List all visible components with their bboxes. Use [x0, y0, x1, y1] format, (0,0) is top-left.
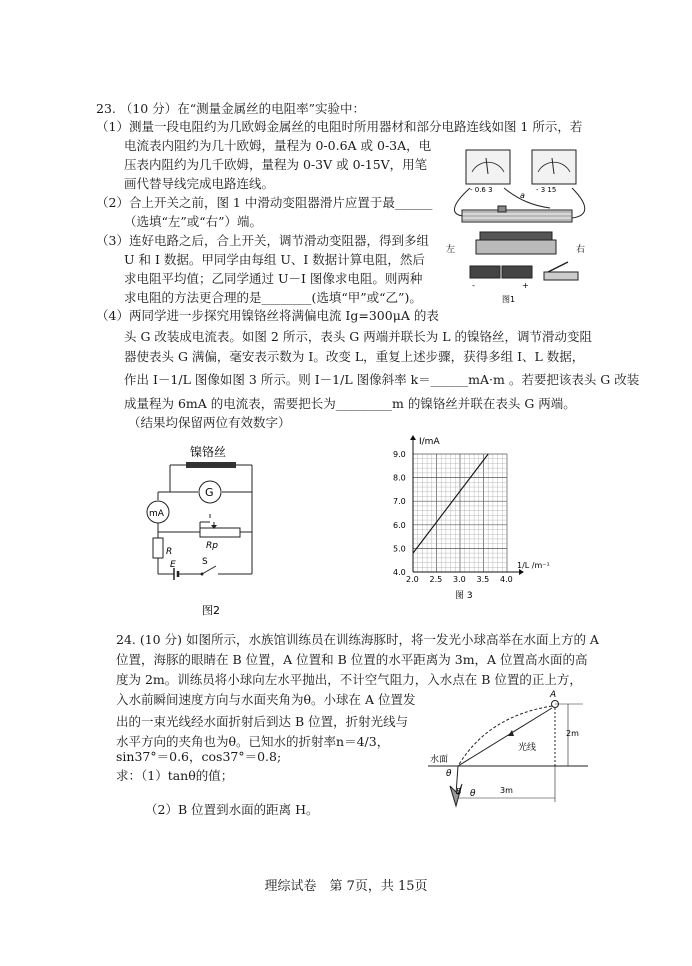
theta-2: θ: [470, 789, 476, 799]
q24-line: 度为 2m。训练员将小球向左水平抛出，不计空气阻力，入水点在 B 位置的正上方，: [116, 672, 582, 687]
svg-text:-: -: [472, 281, 475, 290]
theta-1: θ: [446, 769, 452, 779]
q23-part2-line: （2）合上开关之前，图 1 中滑动变阻器滑片应置于最______: [96, 195, 433, 210]
switch-s-icon: [202, 566, 216, 574]
q23-part1-line: （1）测量一段电阻约为几欧姆金属丝的电阻时所用器材和部分电路连线如图 1 所示，若: [96, 119, 583, 134]
light-label: 光线: [518, 743, 537, 753]
x-tick-label: 2.5: [429, 575, 443, 584]
chart-grid: [413, 454, 507, 572]
figure-1: [440, 146, 590, 309]
ammeter-scale: - 0.6 3: [470, 186, 493, 194]
q24-line: 入水前瞬间速度方向与水面夹角为θ。小球在 A 位置发: [116, 692, 416, 707]
figure-1-caption: 图1: [502, 295, 516, 304]
label-a: A: [550, 690, 557, 700]
r-label: R: [166, 547, 173, 557]
q24-line: 位置，海豚的眼睛在 B 位置，A 位置和 B 位置的水平距离为 3m，A 位置高水面的高: [116, 652, 588, 667]
y-tick-label: 9.0: [393, 450, 406, 459]
q24-line: 出的一束光线经水面折射后到达 B 位置，折射光线与: [116, 714, 409, 729]
milliammeter-label: mA: [149, 509, 164, 519]
q23-part1-line: 画代替导线完成电路连线。: [124, 176, 275, 191]
q24-line: sin37°＝0.6，cos37°＝0.8;: [116, 749, 282, 764]
x-tick-label: 3.5: [476, 575, 490, 584]
q23-part4-line: （结果均保留两位有效数字）: [128, 415, 291, 430]
label-b: B: [456, 787, 462, 796]
galvanometer-label: G: [205, 486, 214, 499]
q23-part3-line: U 和 I 数据。甲同学由每组 U、I 数据计算电阻，然后: [124, 252, 425, 267]
y-tick-label: 6.0: [393, 520, 406, 530]
q23-part2-line: （选填“左”或“右”）端。: [124, 214, 263, 229]
figure-dolphin: [428, 686, 588, 819]
figure-2: [140, 440, 280, 623]
y-tick-label: 8.0: [393, 473, 406, 483]
resistor-r-icon: [153, 538, 163, 558]
y-axis-arrow: [410, 435, 416, 440]
distance-label: 3m: [500, 786, 513, 795]
label-left: 左: [446, 245, 456, 255]
water-label: 水面: [430, 755, 449, 765]
q23-part3-line: 求电阻的方法更合理的是________(选填“甲”或“乙”)。: [124, 290, 422, 305]
voltmeter-scale: - 3 15: [536, 186, 557, 194]
q23-part3-line: 求电阻平均值；乙同学通过 U－I 图像求电阻。则两种: [124, 271, 423, 286]
q24-line: 水平方向的夹角也为θ。已知水的折射率n＝4/3，: [116, 734, 390, 749]
q23-part4-line: 作出 I－1/L 图像如图 3 所示。则 I－1/L 图像斜率 k＝______mA·m 。若要把该表头 G 改装: [124, 372, 640, 387]
x-axis-label: 1/L /m⁻¹: [517, 561, 550, 570]
q23-part3-line: （3）连好电路之后，合上开关，调节滑动变阻器，得到多组: [96, 233, 429, 248]
figure-3-caption: 图 3: [455, 591, 473, 601]
q23-part1-line: 压表内阻约为几千欧姆，量程为 0-3V 或 0-15V，用笔: [124, 157, 428, 172]
label-a: a: [520, 191, 525, 200]
x-tick-label: 3.0: [453, 575, 466, 584]
y-tick-label: 5.0: [393, 544, 406, 554]
figure-2-caption: 图2: [202, 604, 220, 617]
e-label: E: [170, 560, 176, 570]
x-tick-label: 4.0: [500, 575, 513, 584]
q24-sub2: （2）B 位置到水面的距离 H。: [145, 802, 319, 817]
s-label: S: [202, 557, 208, 567]
x-tick-label: 2.0: [406, 575, 419, 584]
height-label: 2m: [566, 729, 579, 738]
y-tick-label: 7.0: [393, 497, 406, 507]
y-axis-label: I/mA: [419, 437, 440, 447]
battery-icon: [470, 266, 500, 278]
y-tick-label: 4.0: [393, 568, 406, 577]
voltmeter-icon: [532, 150, 576, 184]
svg-text:+: +: [522, 281, 529, 290]
q23-part1-line: 电流表内阻约为几十欧姆，量程为 0-0.6A 或 0-3A，电: [124, 138, 432, 153]
q24-line: 24. (10 分) 如图所示，水族馆训练员在训练海豚时，将一发光小球高举在水面上方的 A: [116, 632, 599, 647]
q23-part4-line: （4）两同学进一步探究用镍铬丝将满偏电流 Ig=300μA 的表: [96, 308, 439, 323]
q23-part4-line: 器使表头 G 满偏，毫安表示数为 I。改变 L，重复上述步骤，获得多组 I、L 数据，: [124, 349, 585, 364]
page-footer: 理综试卷 第 7页，共 15页: [264, 879, 428, 894]
q23-part4-line: 成量程为 6mA 的电流表，需要把长为_________m 的镍铬丝并联在表头 G 两端。: [124, 396, 576, 411]
ammeter-icon: [466, 150, 510, 184]
wire-label: 镍铬丝: [190, 445, 227, 459]
label-right: 右: [576, 245, 586, 255]
q23-title: 23. （10 分）在“测量金属丝的电阻率”实验中：: [96, 101, 366, 116]
switch-icon: [544, 272, 578, 280]
rp-label: Rp: [206, 541, 218, 551]
q24-line: 求：（1）tanθ的值；: [116, 768, 234, 783]
q23-part4-line: 头 G 改装成电流表。如图 2 所示，表头 G 两端并联长为 L 的镍铬丝，调节滑动变阻: [124, 329, 593, 344]
figure-3-chart: [385, 432, 555, 605]
rheostat-rp-icon: [200, 528, 240, 537]
nichrome-wire-icon: [186, 462, 236, 468]
